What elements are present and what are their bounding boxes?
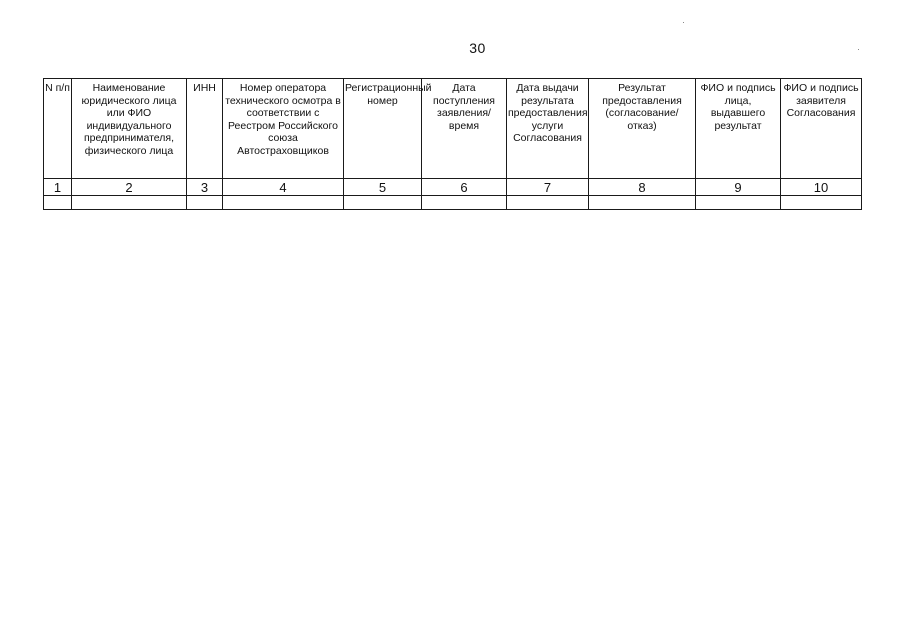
column-number-cell: 1: [44, 179, 72, 196]
column-number-cell: 6: [422, 179, 507, 196]
column-number-cell: 9: [696, 179, 781, 196]
column-number-cell: 2: [72, 179, 187, 196]
header-cell-result: Результат предоставления (согласование/ отказ): [589, 79, 696, 179]
empty-cell: [344, 196, 422, 210]
page-number: 30: [469, 40, 486, 56]
header-cell-operator-number: Номер оператора технического осмотра в соответствии с Реестром Российского союза Автостраховщиков: [223, 79, 344, 179]
empty-cell: [187, 196, 223, 210]
empty-cell: [44, 196, 72, 210]
column-number-cell: 5: [344, 179, 422, 196]
header-cell-entity-name: Наименование юридического лица или ФИО индивидуального предпринимателя, физического лица: [72, 79, 187, 179]
header-row: [44, 79, 862, 179]
register-table: [43, 78, 862, 210]
header-cell-issue-date: Дата выдачи результата предоставления услуги Согласования: [507, 79, 589, 179]
empty-data-row: [44, 196, 862, 210]
header-cell-index: N п/п: [44, 79, 72, 179]
empty-cell: [589, 196, 696, 210]
header-cell-registration-number: Регистрационный номер: [344, 79, 422, 179]
empty-cell: [422, 196, 507, 210]
column-number-cell: 10: [781, 179, 862, 196]
column-number-cell: 3: [187, 179, 223, 196]
empty-cell: [696, 196, 781, 210]
column-number-cell: 8: [589, 179, 696, 196]
scan-speck: [858, 49, 859, 50]
empty-cell: [507, 196, 589, 210]
empty-cell: [781, 196, 862, 210]
empty-cell: [72, 196, 187, 210]
header-cell-applicant-signature: ФИО и подпись заявителя Согласования: [781, 79, 862, 179]
header-cell-issuer-signature: ФИО и подпись лица, выдавшего результат: [696, 79, 781, 179]
column-number-cell: 4: [223, 179, 344, 196]
header-cell-inn: ИНН: [187, 79, 223, 179]
scan-speck: [683, 22, 684, 23]
header-cell-receipt-date: Дата поступления заявления/ время: [422, 79, 507, 179]
column-number-cell: 7: [507, 179, 589, 196]
column-number-row: [44, 179, 862, 196]
empty-cell: [223, 196, 344, 210]
